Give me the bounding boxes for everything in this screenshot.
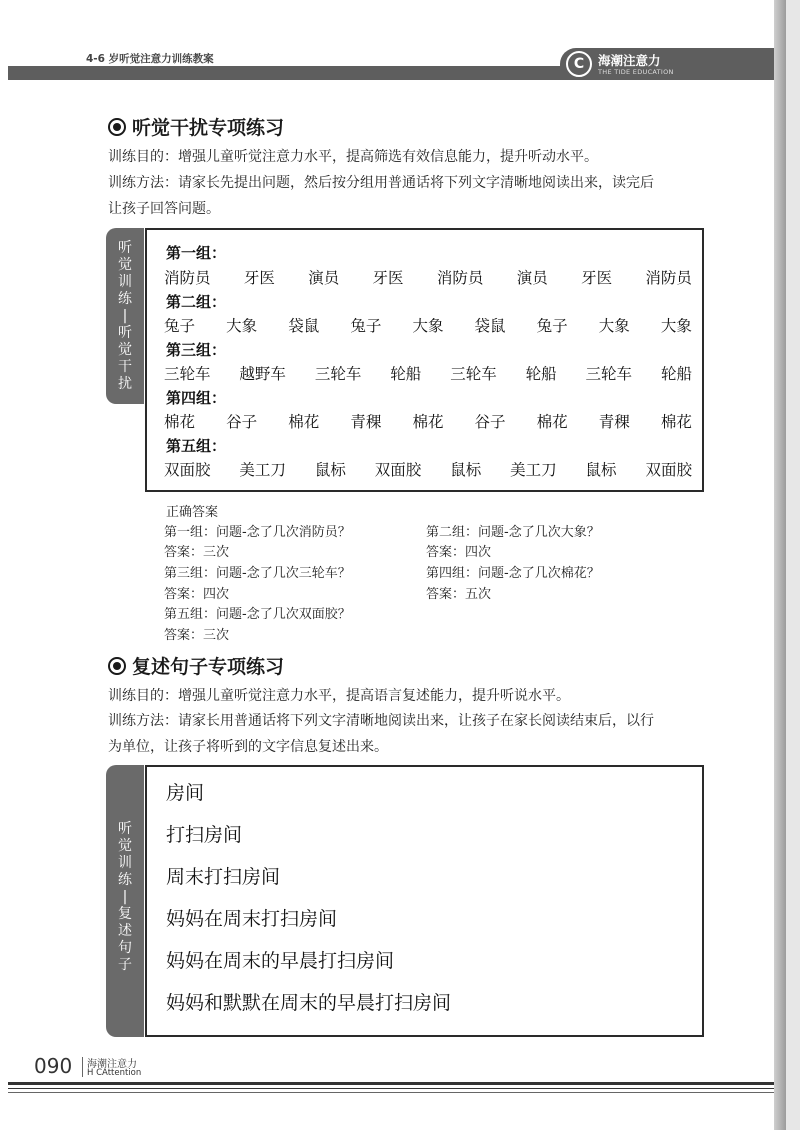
word: 越野车 (239, 365, 286, 383)
word: 大象 (598, 317, 630, 335)
answer-value: 答案：三次 (164, 545, 230, 560)
tab-char: 觉 (118, 342, 132, 358)
group-words-row (164, 362, 692, 384)
word: 美工刀 (239, 461, 286, 479)
word: 青稞 (598, 413, 630, 431)
sentence-line: 房间 (166, 782, 205, 804)
word: 青稞 (350, 413, 382, 431)
training-method-line2: 让孩子回答问题。 (108, 201, 220, 217)
tab-char: 觉 (118, 257, 132, 273)
answer-value: 答案：三次 (164, 628, 230, 643)
footer-rule (8, 1088, 774, 1089)
word: 美工刀 (510, 461, 557, 479)
word: 牙医 (243, 269, 275, 287)
group-title: 第五组： (166, 437, 227, 455)
training-purpose: 训练目的：增强儿童听觉注意力水平，提高语言复述能力，提升听说水平。 (108, 688, 570, 704)
tab-char: | (122, 308, 128, 324)
word: 轮船 (390, 365, 422, 383)
tab-char: 述 (118, 923, 132, 939)
section-heading-text: 听觉干扰专项练习 (132, 117, 285, 139)
footer-divider (82, 1057, 83, 1077)
tab-char: 练 (118, 291, 132, 307)
tab-char: 训 (118, 274, 132, 290)
answer-question: 第五组：问题-念了几次双面胶？ (164, 607, 351, 622)
footer-brand: 海潮注意力 (87, 1059, 137, 1070)
word: 棉花 (412, 413, 444, 431)
bullet-circle-icon (108, 657, 126, 675)
sentence-line: 打扫房间 (166, 824, 243, 846)
sentence-line: 妈妈在周末打扫房间 (166, 908, 338, 930)
sentence-line: 妈妈和默默在周末的早晨打扫房间 (166, 992, 452, 1014)
word: 鼠标 (450, 461, 482, 479)
page-edge (786, 0, 800, 1130)
word: 三轮车 (585, 365, 633, 383)
brand-name: 海潮注意力 (598, 53, 661, 68)
footer-brand-sub: H CAttention (87, 1068, 142, 1078)
sentence-line: 周末打扫房间 (166, 866, 281, 888)
side-tab-repeat (106, 765, 144, 1037)
tab-char: 训 (118, 855, 132, 871)
word: 三轮车 (450, 365, 497, 383)
tab-char: 句 (118, 940, 132, 956)
word: 兔子 (164, 317, 196, 335)
section-heading-text: 复述句子专项练习 (132, 656, 285, 678)
word: 谷子 (226, 413, 258, 431)
word: 三轮车 (164, 365, 211, 383)
word: 轮船 (525, 365, 557, 383)
word: 棉花 (536, 413, 568, 431)
brand-logo-icon: C (566, 51, 592, 77)
brand-subtitle: THE TIDE EDUCATION (598, 68, 674, 76)
tab-char: 干 (118, 359, 132, 375)
word: 演员 (308, 269, 340, 287)
tab-char: | (122, 889, 128, 905)
word: 棉花 (288, 413, 320, 431)
answer-question: 第一组：问题-念了几次消防员？ (164, 525, 351, 540)
word: 谷子 (474, 413, 506, 431)
tab-char: 子 (118, 957, 132, 973)
tab-char: 听 (118, 240, 132, 256)
answer-value: 答案：五次 (426, 587, 492, 602)
header-title: 4-6 岁听觉注意力训练教案 (86, 53, 214, 65)
word: 双面胶 (645, 461, 692, 479)
group-title: 第四组： (166, 389, 227, 407)
footer-rule (8, 1092, 774, 1093)
group-title: 第三组： (166, 341, 227, 359)
section-heading-interference (108, 113, 284, 140)
word: 鼠标 (314, 461, 346, 479)
tab-char: 觉 (118, 838, 132, 854)
word: 大象 (660, 317, 692, 335)
answer-question: 第二组：问题-念了几次大象？ (426, 525, 600, 540)
answer-value: 答案：四次 (426, 545, 492, 560)
tab-char: 听 (118, 821, 132, 837)
word: 演员 (516, 269, 548, 287)
group-words-row (164, 314, 692, 336)
word: 大象 (226, 317, 258, 335)
tab-char: 听 (118, 325, 132, 341)
side-tab-interference (106, 228, 144, 404)
training-method-line1: 训练方法：请家长先提出问题，然后按分组用普通话将下列文字清晰地阅读出来，读完后 (108, 175, 654, 191)
word: 兔子 (536, 317, 568, 335)
footer-rule (8, 1082, 774, 1085)
group-words-row (164, 266, 692, 288)
group-title: 第一组： (166, 244, 227, 262)
answer-question: 第三组：问题-念了几次三轮车？ (164, 566, 351, 581)
word: 轮船 (660, 365, 692, 383)
group-words-row (164, 410, 692, 432)
answer-question: 第四组：问题-念了几次棉花？ (426, 566, 600, 581)
section-heading-repeat (108, 652, 284, 679)
word: 消防员 (164, 269, 211, 287)
word: 双面胶 (374, 461, 422, 479)
tab-char: 练 (118, 872, 132, 888)
word: 袋鼠 (474, 317, 506, 335)
tab-char: 扰 (118, 376, 132, 392)
word: 兔子 (350, 317, 382, 335)
book-spine (774, 0, 786, 1130)
answer-value: 答案：四次 (164, 587, 230, 602)
word: 棉花 (164, 413, 196, 431)
word: 牙医 (372, 269, 404, 287)
word: 消防员 (645, 269, 692, 287)
word: 牙医 (581, 269, 613, 287)
word: 鼠标 (585, 461, 617, 479)
page-number: 090 (34, 1054, 73, 1078)
tab-char: 复 (118, 906, 132, 922)
training-purpose: 训练目的：增强儿童听觉注意力水平，提高筛选有效信息能力，提升听动水平。 (108, 149, 598, 165)
word: 三轮车 (314, 365, 362, 383)
training-method-line1: 训练方法：请家长用普通话将下列文字清晰地阅读出来，让孩子在家长阅读结束后，以行 (108, 713, 654, 729)
word: 大象 (412, 317, 444, 335)
word: 消防员 (436, 269, 484, 287)
training-method-line2: 为单位，让孩子将听到的文字信息复述出来。 (108, 739, 388, 755)
word: 棉花 (660, 413, 692, 431)
word: 双面胶 (164, 461, 211, 479)
bullet-circle-icon (108, 118, 126, 136)
answers-title: 正确答案 (166, 505, 219, 520)
word: 袋鼠 (288, 317, 320, 335)
sentence-line: 妈妈在周末的早晨打扫房间 (166, 950, 395, 972)
group-words-row (164, 458, 692, 480)
group-title: 第二组： (166, 293, 227, 311)
